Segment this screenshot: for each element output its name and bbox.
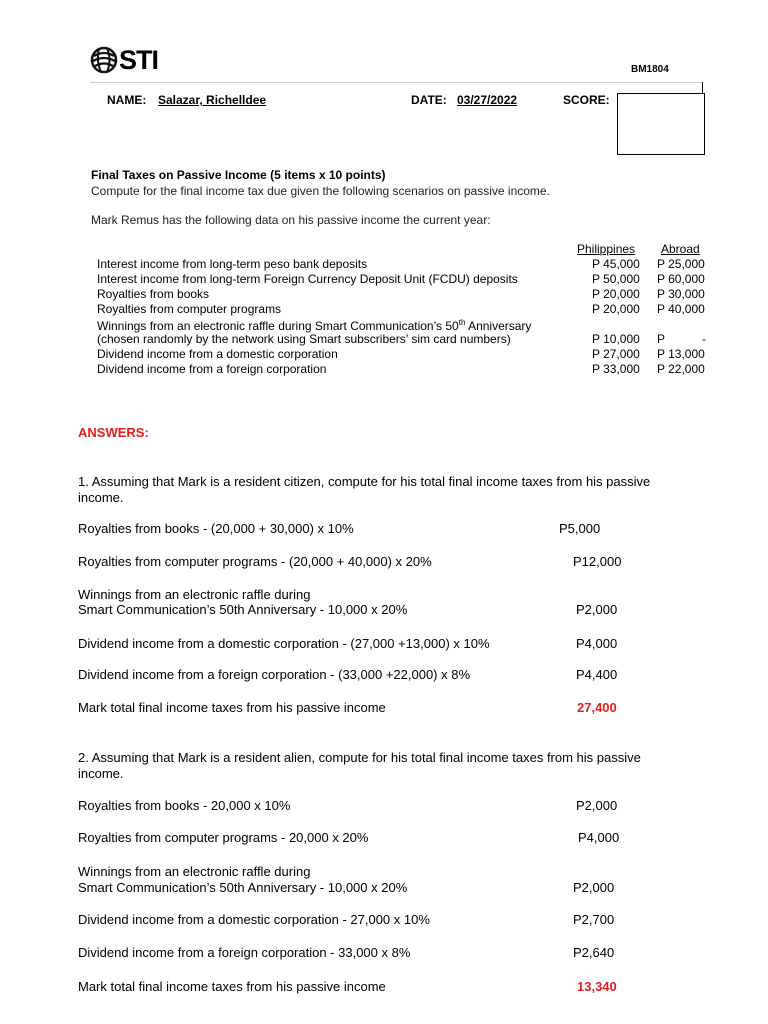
- total-label: Mark total final income taxes from his passive income: [78, 979, 386, 994]
- answer-item-label: Royalties from books - (20,000 + 30,000) x 10%: [78, 521, 354, 536]
- table-cell-abroad: P 22,000: [657, 362, 705, 376]
- answer-item-label: Dividend income from a domestic corporation - (27,000 +13,000) x 10%: [78, 636, 490, 651]
- section-instruction: Compute for the final income tax due given the following scenarios on passive income.: [91, 184, 550, 198]
- answer-item-label: Dividend income from a foreign corporation - (33,000 +22,000) x 8%: [78, 667, 471, 682]
- answer-item-value: P2,000: [576, 798, 618, 813]
- table-row-label: Interest income from long-term Foreign Currency Deposit Unit (FCDU) deposits: [97, 272, 518, 286]
- table-cell-abroad-dash: -: [702, 332, 706, 346]
- table-cell-ph: P 27,000: [592, 347, 640, 361]
- table-row-label-cont: (chosen randomly by the network using Smart subscribers’ sim card numbers): [97, 332, 511, 346]
- sti-logo: [90, 44, 158, 76]
- answer-item-value: P2,000: [576, 602, 618, 617]
- answer-item-value: P5,000: [559, 521, 601, 536]
- score-box: [617, 93, 705, 155]
- score-box-tick: [702, 82, 703, 93]
- answer-item-label-l1: Winnings from an electronic raffle during: [78, 864, 311, 879]
- table-cell-abroad: P 13,000: [657, 347, 705, 361]
- sti-globe-icon: [90, 46, 118, 74]
- answer-item-label: Dividend income from a domestic corporation - 27,000 x 10%: [78, 912, 430, 927]
- table-cell-ph: P 45,000: [592, 257, 640, 271]
- total-value: 13,340: [577, 979, 617, 994]
- table-row-label: Dividend income from a foreign corporation: [97, 362, 327, 376]
- score-label: SCORE:: [563, 93, 610, 107]
- total-value: 27,400: [577, 700, 617, 715]
- q2-question: 2. Assuming that Mark is a resident alien, compute for his total final income taxes from his passive: [78, 750, 641, 765]
- table-cell-abroad: P 40,000: [657, 302, 705, 316]
- answer-item-value: P2,000: [573, 880, 615, 895]
- col-abroad: Abroad: [661, 242, 700, 256]
- table-cell-ph: P 50,000: [592, 272, 640, 286]
- name-label: NAME:: [107, 93, 147, 107]
- table-row-label: Interest income from long-term peso bank deposits: [97, 257, 368, 271]
- table-cell-abroad: P 30,000: [657, 287, 705, 301]
- table-cell-abroad-p: P: [657, 332, 666, 346]
- table-row-label: Royalties from books: [97, 287, 210, 301]
- document-code: BM1804: [631, 64, 669, 75]
- answers-label: ANSWERS:: [78, 425, 149, 440]
- date-label: DATE:: [411, 93, 447, 107]
- answer-item-label: Smart Communication’s 50th Anniversary - 10,000 x 20%: [78, 602, 408, 617]
- section-intro: Mark Remus has the following data on his passive income the current year:: [91, 213, 491, 227]
- logo-text: STI: [119, 45, 159, 75]
- answer-item-label: Dividend income from a foreign corporation - 33,000 x 8%: [78, 945, 411, 960]
- answer-item-label: Royalties from computer programs - (20,000 + 40,000) x 20%: [78, 554, 432, 569]
- q1-question-cont: income.: [78, 490, 124, 505]
- name-value: Salazar, Richelldee: [158, 93, 267, 107]
- answer-item-value: P4,000: [576, 636, 618, 651]
- table-cell-ph: P 20,000: [592, 302, 640, 316]
- date-value: 03/27/2022: [457, 93, 518, 107]
- table-cell-ph: P 20,000: [592, 287, 640, 301]
- table-row-label: Royalties from computer programs: [97, 302, 282, 316]
- table-row-label: Dividend income from a domestic corporation: [97, 347, 338, 361]
- table-cell-ph: P 10,000: [592, 332, 640, 346]
- q1-question: 1. Assuming that Mark is a resident citizen, compute for his total final income taxes from his passive: [78, 474, 651, 489]
- table-cell-abroad: P 25,000: [657, 257, 705, 271]
- col-philippines: Philippines: [577, 242, 636, 256]
- table-row-label: Winnings from an electronic raffle during Smart Communication’s 50th Anniversary: [97, 318, 532, 333]
- section-title: Final Taxes on Passive Income (5 items x 10 points): [91, 168, 386, 182]
- table-cell-ph: P 33,000: [592, 362, 640, 376]
- q2-question-cont: income.: [78, 766, 124, 781]
- answer-item-label: Royalties from computer programs - 20,000 x 20%: [78, 830, 369, 845]
- header-divider: [90, 82, 702, 83]
- answer-item-label: Royalties from books - 20,000 x 10%: [78, 798, 291, 813]
- answer-item-value: P4,000: [578, 830, 620, 845]
- total-label: Mark total final income taxes from his passive income: [78, 700, 386, 715]
- answer-item-value: P2,640: [573, 945, 615, 960]
- answer-item-value: P4,400: [576, 667, 618, 682]
- answer-item-value: P2,700: [573, 912, 615, 927]
- answer-item-label-l1: Winnings from an electronic raffle during: [78, 587, 311, 602]
- answer-item-value: P12,000: [573, 554, 622, 569]
- answer-item-label: Smart Communication’s 50th Anniversary - 10,000 x 20%: [78, 880, 408, 895]
- table-cell-abroad: P 60,000: [657, 272, 705, 286]
